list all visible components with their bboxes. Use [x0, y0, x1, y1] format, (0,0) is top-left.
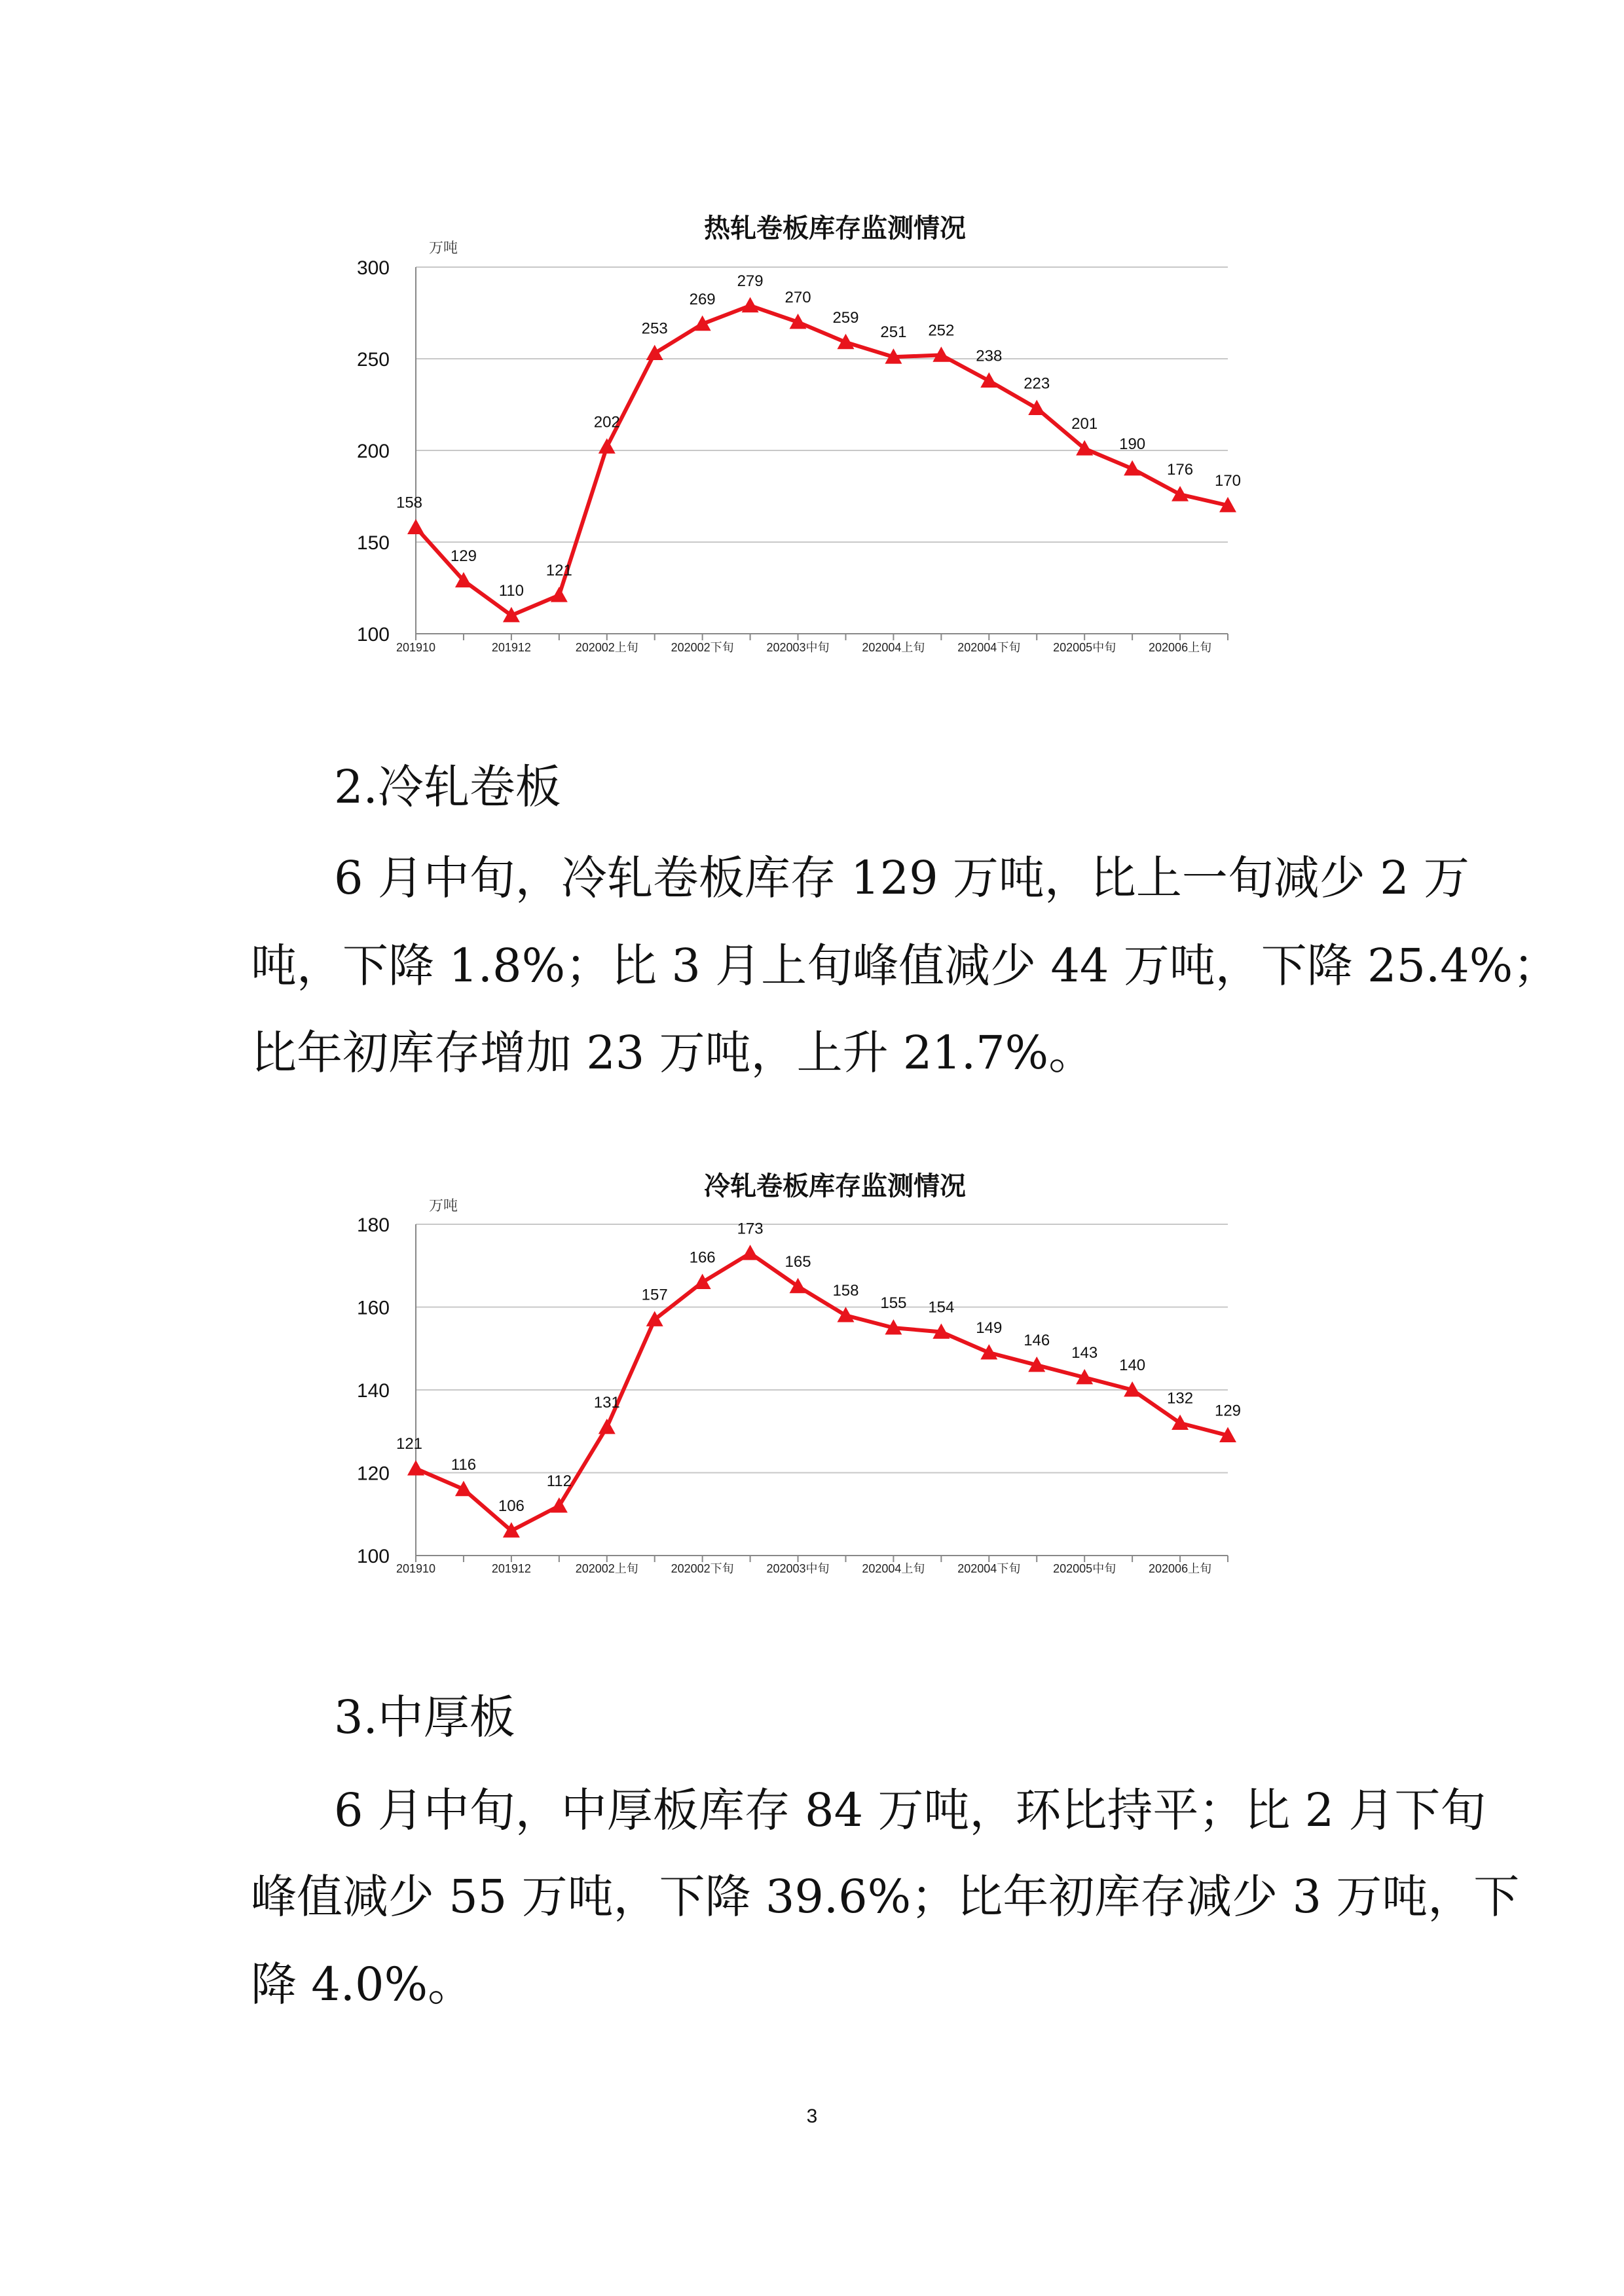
x-tick-label: 202002上旬: [575, 1562, 638, 1575]
x-tick-label: 201912: [491, 641, 531, 654]
unit-label: 万吨: [429, 1197, 458, 1214]
data-label: 140: [1119, 1357, 1146, 1374]
data-label: 158: [396, 494, 423, 512]
y-tick-label: 140: [356, 1380, 390, 1402]
data-label: 157: [641, 1286, 668, 1304]
x-tick-label: 202003中旬: [766, 641, 830, 654]
data-label: 106: [498, 1497, 525, 1516]
data-label: 201: [1071, 415, 1098, 433]
y-tick-label: 100: [356, 624, 390, 646]
data-point-marker: [646, 345, 663, 360]
y-tick-label: 200: [356, 441, 390, 462]
data-label: 173: [737, 1220, 764, 1238]
data-label: 131: [593, 1393, 620, 1412]
data-label: 129: [450, 547, 477, 565]
data-label: 252: [928, 321, 955, 340]
data-label: 190: [1119, 435, 1146, 453]
data-point-marker: [742, 297, 759, 312]
paragraph-line: 6 月中旬，中厚板库存 84 万吨，环比持平；比 2 月下旬: [334, 1783, 1486, 1837]
x-tick-label: 202006上旬: [1149, 641, 1212, 654]
paragraph-line: 峰值减少 55 万吨，下降 39.6%；比年初库存减少 3 万吨，下: [251, 1870, 1520, 1923]
data-point-marker: [980, 373, 997, 388]
data-label: 223: [1024, 374, 1050, 393]
x-tick-label: 202004下旬: [957, 641, 1021, 654]
data-label: 176: [1167, 461, 1194, 479]
data-label: 165: [784, 1252, 811, 1271]
y-tick-label: 150: [356, 532, 390, 554]
page-number: 3: [806, 2105, 818, 2127]
section-heading-cold-rolled: 2.冷轧卷板: [334, 760, 561, 814]
x-tick-label: 202004上旬: [862, 1562, 925, 1575]
data-label: 121: [545, 562, 572, 580]
x-tick-label: 201912: [491, 1562, 531, 1575]
data-label: 146: [1024, 1332, 1050, 1350]
data-point-marker: [551, 587, 568, 602]
data-label: 110: [498, 582, 525, 600]
paragraph-line: 降 4.0%。: [251, 1958, 474, 2011]
x-tick-label: 201910: [396, 641, 436, 654]
data-label: 143: [1071, 1344, 1098, 1362]
y-tick-label: 250: [356, 349, 390, 371]
data-label: 149: [976, 1319, 1003, 1338]
data-label: 154: [928, 1298, 955, 1317]
chart-title: 热轧卷板库存监测情况: [704, 214, 966, 243]
data-label: 116: [451, 1455, 477, 1474]
x-tick-label: 202002下旬: [671, 1562, 734, 1575]
section-heading-medium-plate: 3.中厚板: [334, 1690, 515, 1744]
data-label: 270: [784, 289, 811, 306]
data-label: 129: [1214, 1402, 1242, 1420]
data-label: 279: [737, 272, 764, 290]
x-tick-label: 202005中旬: [1053, 641, 1116, 654]
x-tick-label: 202006上旬: [1149, 1562, 1212, 1575]
data-label: 166: [689, 1248, 716, 1267]
x-tick-label: 201910: [396, 1562, 436, 1575]
data-label: 170: [1214, 472, 1242, 490]
data-label: 158: [832, 1282, 859, 1300]
x-tick-label: 202004下旬: [957, 1562, 1021, 1575]
x-tick-label: 202004上旬: [862, 641, 925, 654]
data-label: 132: [1167, 1389, 1194, 1408]
data-point-marker: [599, 438, 616, 453]
x-tick-label: 202005中旬: [1053, 1562, 1116, 1575]
data-point-marker: [1028, 400, 1045, 415]
data-point-marker: [1172, 486, 1189, 501]
x-tick-label: 202002上旬: [575, 641, 638, 654]
x-tick-label: 202003中旬: [766, 1562, 830, 1575]
data-label: 238: [976, 347, 1003, 365]
y-tick-label: 100: [356, 1546, 390, 1567]
data-label: 269: [689, 290, 716, 308]
data-label: 121: [396, 1435, 423, 1453]
series-line: [416, 306, 1228, 615]
paragraph-line: 比年初库存增加 23 万吨，上升 21.7%。: [251, 1026, 1095, 1080]
data-label: 253: [641, 319, 668, 338]
y-tick-label: 300: [356, 257, 390, 279]
data-point-marker: [407, 519, 424, 534]
data-label: 112: [546, 1472, 572, 1491]
paragraph-line: 吨，下降 1.8%；比 3 月上旬峰值减少 44 万吨，下降 25.4%；: [251, 939, 1559, 993]
data-label: 259: [832, 308, 859, 327]
unit-label: 万吨: [429, 240, 458, 256]
chart-title: 冷轧卷板库存监测情况: [704, 1172, 966, 1201]
y-tick-label: 160: [356, 1297, 390, 1319]
data-label: 251: [880, 323, 907, 342]
data-label: 202: [593, 413, 620, 431]
y-tick-label: 180: [356, 1214, 390, 1236]
paragraph-line: 6 月中旬，冷轧卷板库存 129 万吨，比上一旬减少 2 万: [334, 851, 1469, 905]
x-tick-label: 202002下旬: [671, 641, 734, 654]
y-tick-label: 120: [356, 1463, 390, 1485]
data-label: 155: [880, 1294, 907, 1313]
